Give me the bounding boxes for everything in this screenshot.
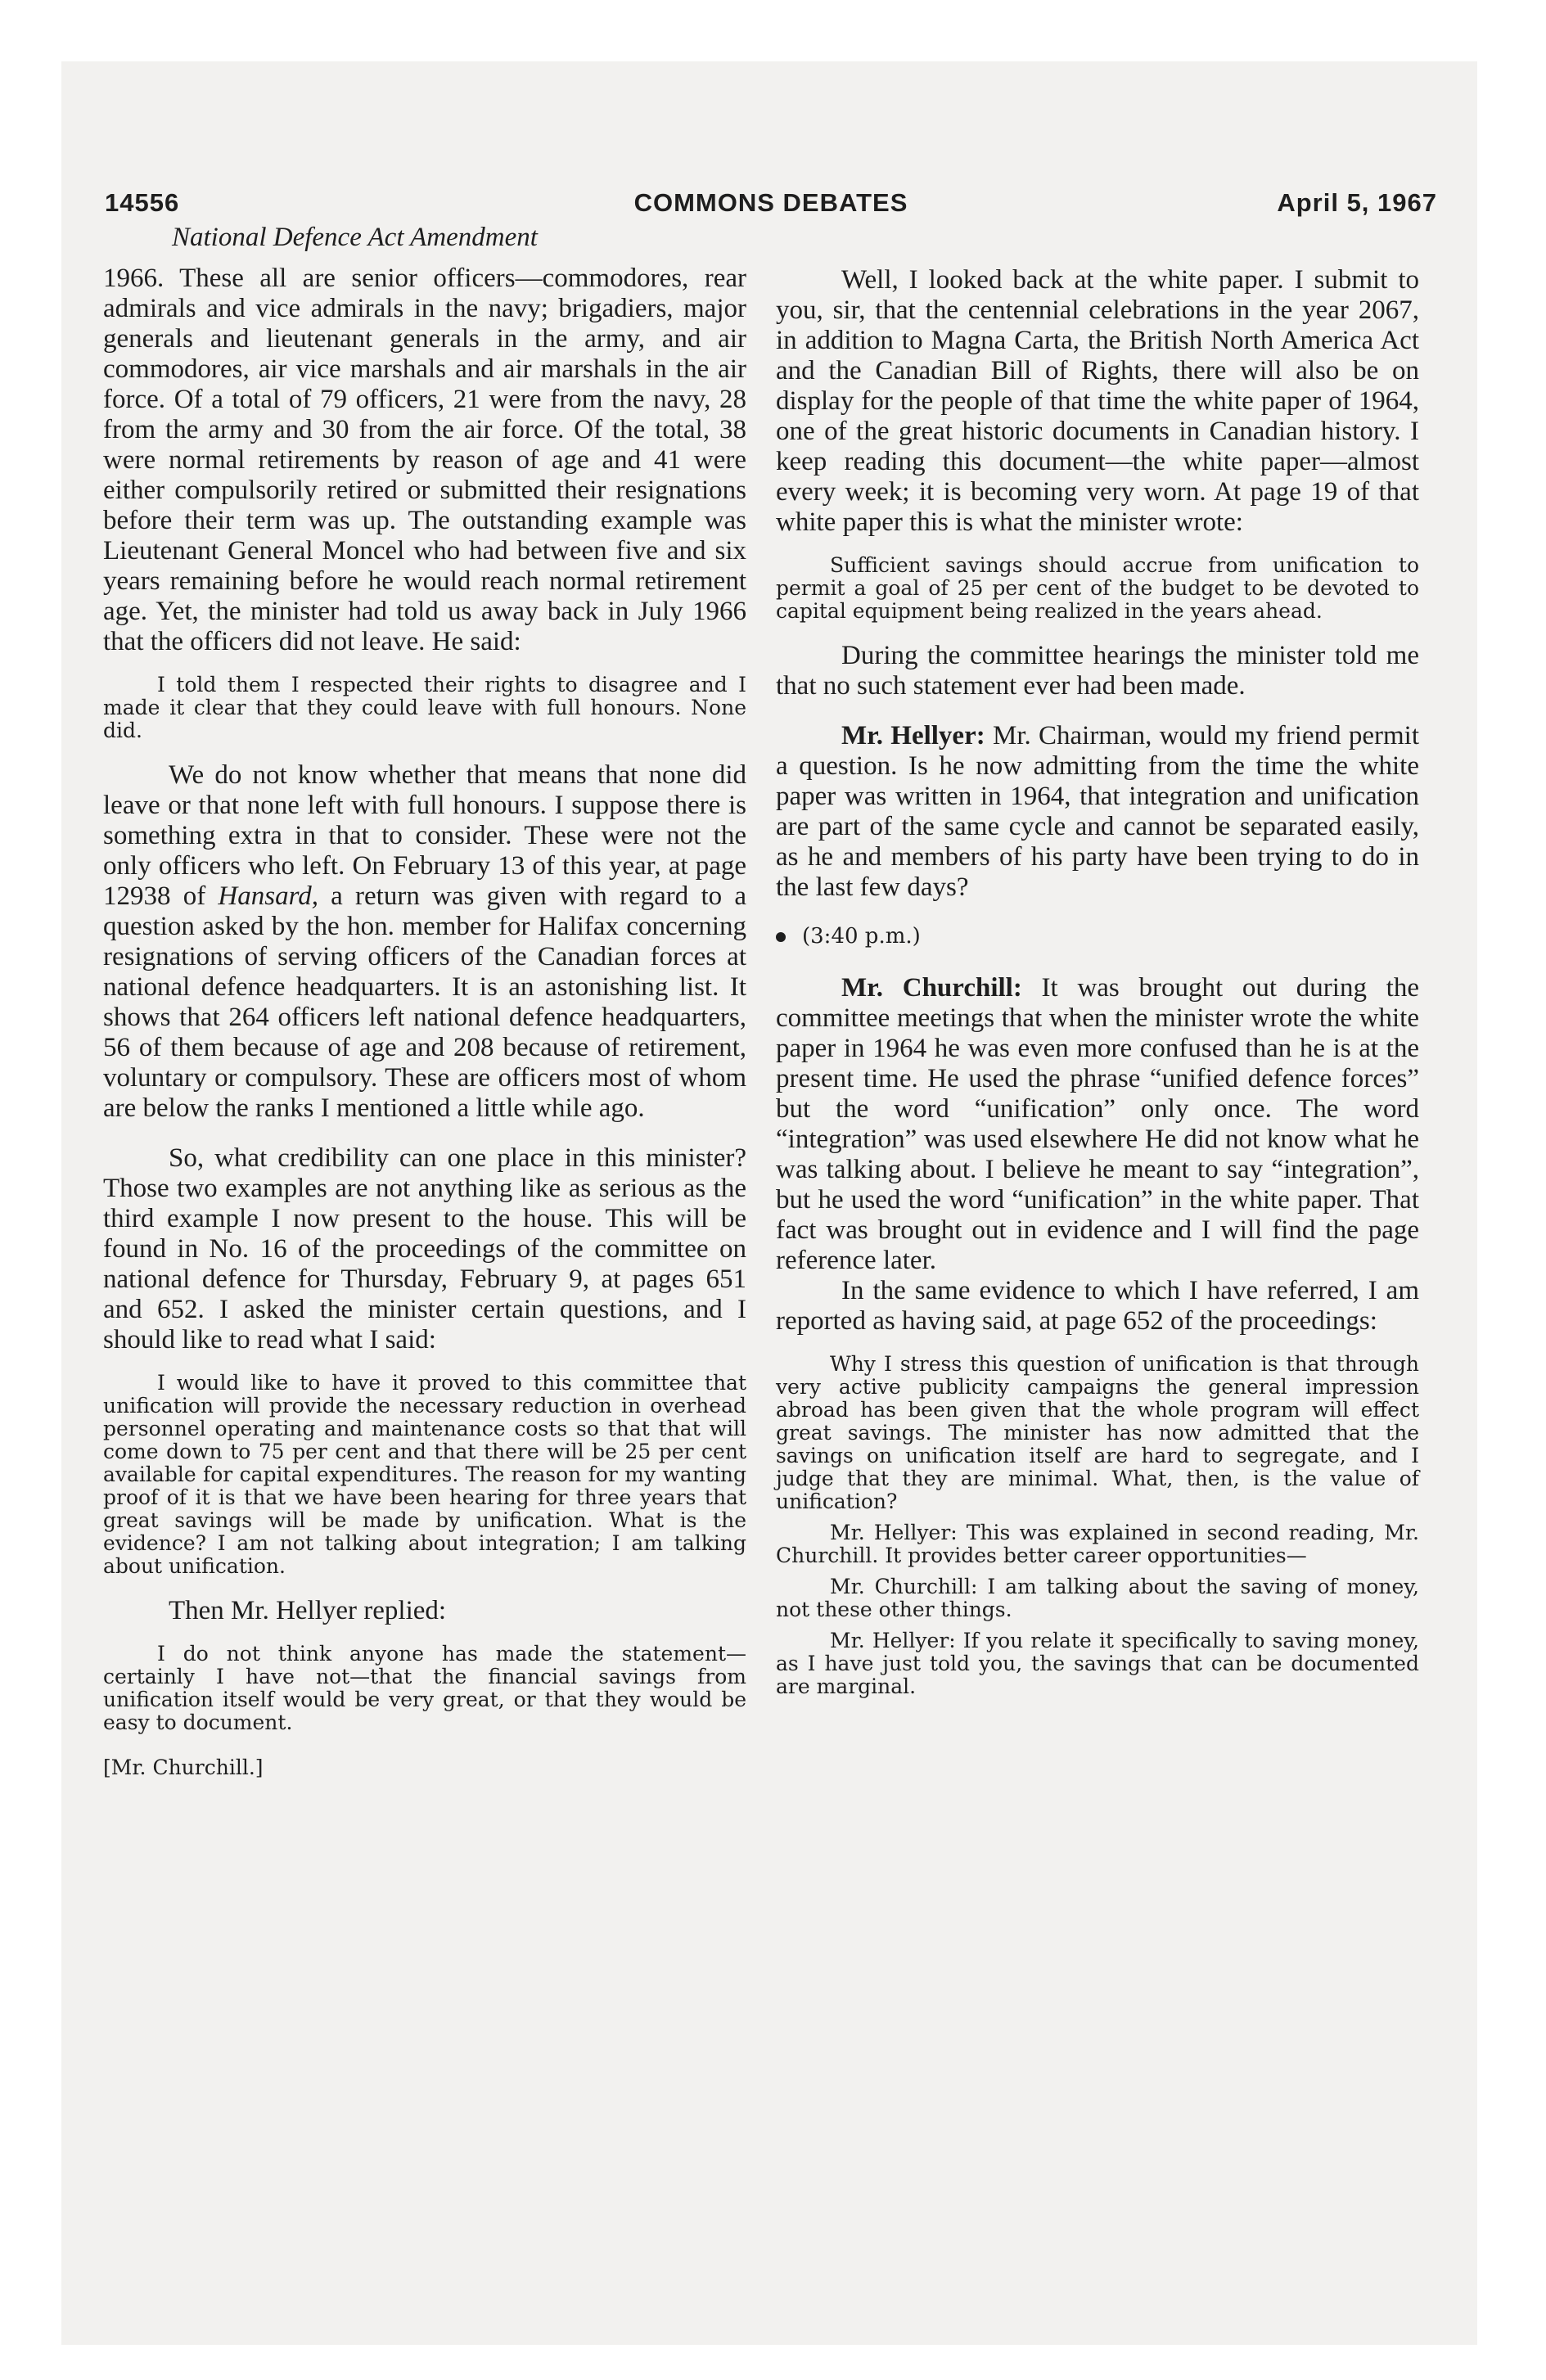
page-header xyxy=(105,188,1437,223)
paragraph-text: a return was given with regard to a question asked by the hon. member for Halifax concerning resignations of serving officers of the Canadian forces at national defence headquarters. It is an astonishing list. It shows that 264 officers left national defence headquarters, 56 of them because of age and 208 because of retirement, voluntary or compulsory. These are officers most of whom are below the ranks I mentioned a little while ago. xyxy=(103,881,746,1123)
paragraph-text: We do not know whether that means that none did leave or that none left with full honours. I suppose there is something extra in that to consider. These were not the only officers who left. On February 13 of this year, at page 12938 of xyxy=(103,760,746,911)
right-column xyxy=(776,265,1419,1698)
page-number: 14556 xyxy=(105,188,180,217)
quotation: Mr. Churchill: I am talking about the saving of money, not these other things. xyxy=(776,1575,1419,1621)
left-column xyxy=(103,264,746,1779)
paragraph: Then Mr. Hellyer replied: xyxy=(169,1596,447,1625)
quotation: I would like to have it proved to this committee that unification will provide the necessary reduction in overhead personnel operating and maintenance costs so that that will come down to 75 per cent and that there will be 25 per cent available for capital expenditures. The reason for my wanting proof of it is that we have been hearing for three years that great savings will be made by unification. What is the evidence? I am not talking about integration; I am talking about unification. xyxy=(103,1371,746,1578)
quotation: Why I stress this question of unification is that through very active publicity campaigns the general impression abroad has been given that the whole program will effect great savings. The minister has now admitted that the savings on unification itself are hard to segregate, and I judge that they are minimal. What, then, is the value of unification? xyxy=(776,1352,1419,1513)
paragraph: During the committee hearings the minister told me that no such statement ever had been made. xyxy=(776,641,1419,701)
quotation: I do not think anyone has made the statement—certainly I have not—that the financial savings from unification itself would be very great, or that they would be easy to document. xyxy=(103,1642,746,1734)
paragraph: Well, I looked back at the white paper. I submit to you, sir, that the centennial celebrations in the year 2067, in addition to Magna Carta, the British North America Act and the Canadian Bill of Rights, there will also be on display for the people of that time the white paper of 1964, one of the great historic documents in Canadian history. I keep reading this document—the white paper—almost every week; it is becoming very worn. At page 19 of that white paper this is what the minister wrote: xyxy=(776,265,1419,537)
speech-text: It was brought out during the committee meetings that when the minister wrote the white paper in 1964 he was even more confused than he is at the present time. He used the phrase “unified defence forces” but the word “unification” only once. The word “integration” was used elsewhere He did not know what he was talking about. I believe he meant to say “integration”, but he used the word “unification” in the white paper. That fact was brought out in evidence and I will find the page reference later. xyxy=(776,973,1419,1275)
paragraph xyxy=(103,760,746,1124)
paragraph: In the same evidence to which I have referred, I am reported as having said, at page 652 of the proceedings: xyxy=(776,1276,1419,1336)
paragraph: So, what credibility can one place in this minister? Those two examples are not anything like as serious as the third example I now present to the house. This will be found in No. 16 of the proceedings of the committee on national defence for Thursday, February 9, at pages 651 and 652. I asked the minister certain questions, and I should like to read what I said: xyxy=(103,1143,746,1355)
hansard-reference: Hansard, xyxy=(218,881,318,911)
quotation: I told them I respected their rights to disagree and I made it clear that they could leave with full honours. None did. xyxy=(103,673,746,742)
publication-title: COMMONS DEBATES xyxy=(633,188,908,217)
quotation: Sufficient savings should accrue from unification to permit a goal of 25 per cent of the budget to be devoted to capital equipment being realized in the years ahead. xyxy=(776,553,1419,623)
speech-text: Mr. Chairman, would my friend permit a question. Is he now admitting from the time the white paper was written in 1964, that integration and unification are part of the same cycle and cannot be separated easily, as he and members of his party have been trying to do in the last few days? xyxy=(776,721,1420,902)
bullet-icon xyxy=(776,932,786,942)
quotation: Mr. Hellyer: If you relate it specifically to saving money, as I have just told you, the savings that can be documented are marginal. xyxy=(776,1629,1419,1698)
speaker-note: [Mr. Churchill.] xyxy=(103,1756,264,1779)
page-date: April 5, 1967 xyxy=(1277,188,1437,217)
speaker-name: Mr. Hellyer: xyxy=(841,721,985,751)
paragraph: 1966. These all are senior officers—commodores, rear admirals and vice admirals in the navy; brigadiers, major generals and lieutenant generals in the army, and air commodores, air vice marshals and air marshals in the air force. Of a total of 79 officers, 21 were from the navy, 28 from the army and 30 from the air force. Of the total, 38 were normal retirements by reason of age and 41 were either compulsorily retired or submitted their resignations before their term was up. The outstanding example was Lieutenant General Moncel who had between five and six years remaining before he would reach normal retirement age. Yet, the minister had told us away back in July 1966 that the officers did not leave. He said: xyxy=(103,264,746,656)
speech-paragraph xyxy=(776,721,1419,903)
speaker-name: Mr. Churchill: xyxy=(841,973,1022,1003)
quotation: Mr. Hellyer: This was explained in second reading, Mr. Churchill. It provides better career opportunities— xyxy=(776,1521,1419,1567)
time-stamp xyxy=(776,924,1419,949)
time-stamp-text: (3:40 p.m.) xyxy=(802,924,921,949)
speech-paragraph xyxy=(776,973,1419,1276)
section-subheading: National Defence Act Amendment xyxy=(172,223,538,252)
